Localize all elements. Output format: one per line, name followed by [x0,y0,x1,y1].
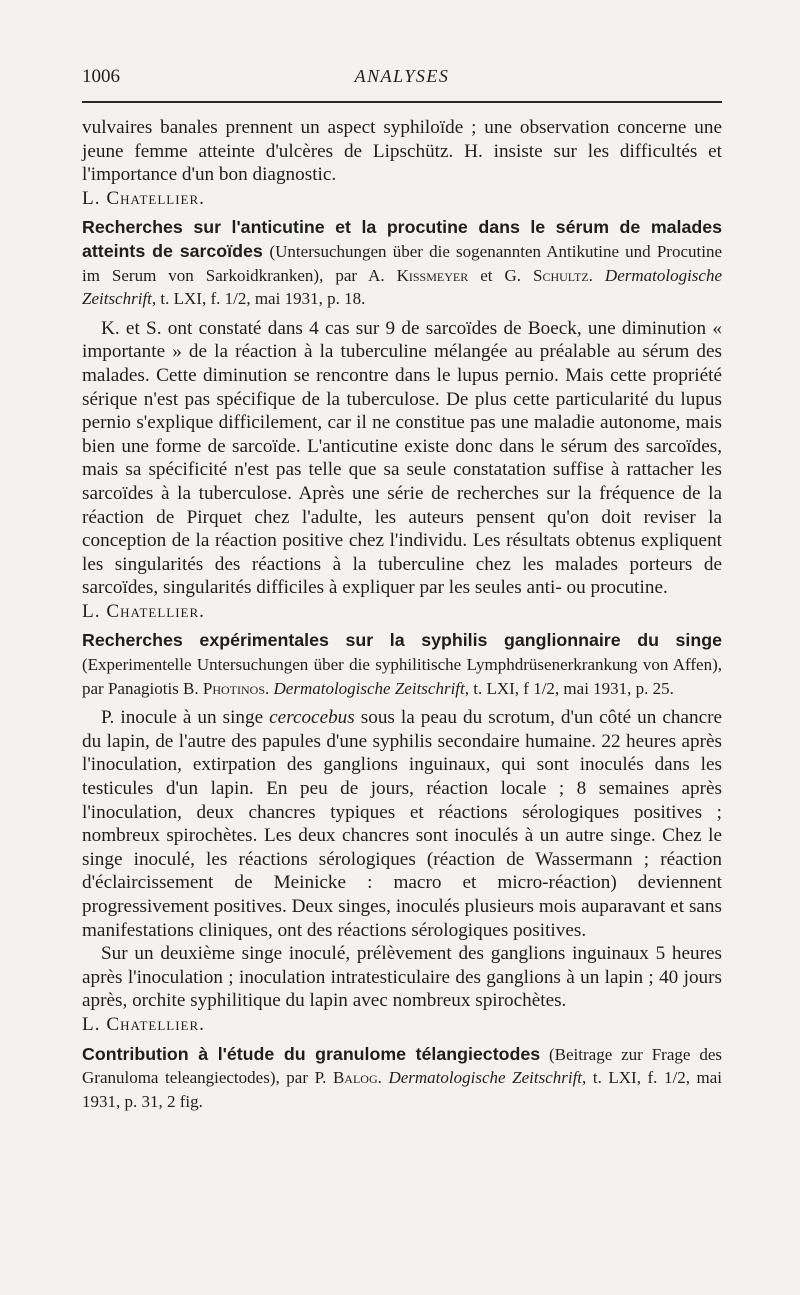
source-title: (Untersuchungen über die sogenannten Antikutine und Procutine im Serum von Sarkoidkranken), par A. [82,241,722,285]
page-body [82,116,722,1113]
article-title: Recherches expérimentales sur la syphilis ganglionnaire du singe [82,630,722,651]
header-rule [82,101,722,103]
article-paragraph: P. inocule à un singe cercocebus sous la peau du scrotum, d'un côté un chancre du lapin, de l'autre des papules d'une syphilis secondaire humaine. 22 heures après l'inoculation, extirpation des ganglions inguinaux, qui sont inoculés dans les testicules d'un lapin. En peu de jours, réaction locale ; 8 semaines après l'inoculation, deux chancres typiques et réactions sérologiques positives ; nombreux spirochètes. Les deux chancres sont inoculés à un autre singe. Chez le singe inoculé, les réactions sérologiques (réaction de Wassermann ; réaction d'éclaircissement de Meinicke : macro et micro-réaction) deviennent progressivement positives. Deux singes, inoculés plusieurs mois auparavant et sans manifestations cliniques, ont des réactions sérologiques positives. [82,707,722,941]
article-title: Recherches sur l'anticutine et la procutine dans le sérum de malades atteints de sarcoïdes [82,217,722,261]
source-title: (Experimentelle Untersuchungen über die syphilitische Lymphdrüsenerkrankung von Affen), par Panagiotis B. [82,655,722,698]
journal-reference: , t. LXI, f. 1/2, mai 1931, p. 31, 2 fig. [82,1068,723,1111]
page-header [82,66,722,96]
article-heading: Recherches sur l'anticutine et la procutine dans le sérum de malades atteints de sarcoïdes (Untersuchungen über die sogenannten Antikutine und Procutine im Serum von Sarkoidkranken), par A. Kissmeyer et G. Schultz. Dermatologische Zeitschrift, t. LXI, f. 1/2, mai 1931, p. 18. [82,217,723,309]
author-name: Kissmeyer [396,265,469,285]
author-name: Photinos [202,678,266,698]
author-name: Balog [332,1068,378,1088]
article-paragraph: K. et S. ont constaté dans 4 cas sur 9 de sarcoïdes de Boeck, une diminution « importante » de la réaction à la tuberculine mélangée au préalable au sérum des malades. Cette diminution se rencontre dans le lupus pernio. Mais cette propriété sérique n'est pas spécifique de la tuberculose. De plus cette particularité du lupus pernio s'explique difficilement, car il ne constitue pas une maladie autonome, mais bien une forme de sarcoïde. L'anticutine existe donc dans le sérum des sarcoïdes, mais sa spécificité n'est pas telle que sa seule constatation suffise à rattacher les sarcoïdes à la tuberculose. Après une série de recherches sur la fréquence de la réaction de Pirquet chez l'adulte, les auteurs pensent qu'on doit reviser la conception de la réaction positive chez l'individu. Les résultats obtenus expliquent les singularités des réactions à la tuberculine chez les malades porteurs de sarcoïdes, singularités difficiles à expliquer par les seules anti- ou procutine. [82,317,722,599]
section1-paragraph: vulvaires banales prennent un aspect syphiloïde ; une observation concerne une jeune femme atteinte d'ulcères de Lipschütz. H. insiste sur les difficultés et l'importance d'un bon diagnostic. [82,117,722,186]
journal-reference: , t. LXI, f. 1/2, mai 1931, p. 18. [151,289,366,309]
conjunction: et G. [468,265,533,285]
page-number: 1006 [82,66,120,87]
signature: L. Chatellier. [82,187,205,209]
article-heading: Recherches expérimentales sur la syphilis ganglionnaire du singe (Experimentelle Untersuchungen über die syphilitische Lymphdrüsenerkrankung von Affen), par Panagiotis B. Photinos. Dermatologische Zeitschrift, t. LXI, f 1/2, mai 1931, p. 25. [82,630,722,698]
signature: L. Chatellier. [82,600,205,622]
article-paragraph: Sur un deuxième singe inoculé, prélèvement des ganglions inguinaux 5 heures après l'inoculation ; inoculation intratesticulaire des ganglions à un lapin ; 40 jours après, orchite syphilitique du lapin avec nombreux spirochètes. [82,943,722,1012]
running-head: ANALYSES [354,66,450,86]
journal-name: Dermatologische Zeitschrift [82,265,723,309]
article-title: Contribution à l'étude du granulome télangiectodes [82,1043,541,1064]
species-name: cercocebus [269,707,355,729]
author-name: Schultz [532,265,589,285]
journal-reference: , t. LXI, f 1/2, mai 1931, p. 25. [464,678,674,698]
source-title: (Beitrage zur Frage des Granuloma teleangiectodes), par P. [82,1044,722,1088]
journal-name: Dermatologische Zeitschrift [388,1068,583,1088]
journal-name: Dermatologische Zeitschrift [273,678,465,698]
signature: L. Chatellier. [82,1013,205,1035]
article-heading: Contribution à l'étude du granulome télangiectodes (Beitrage zur Frage des Granuloma teleangiectodes), par P. Balog. Dermatologische Zeitschrift, t. LXI, f. 1/2, mai 1931, p. 31, 2 fig. [82,1043,723,1111]
